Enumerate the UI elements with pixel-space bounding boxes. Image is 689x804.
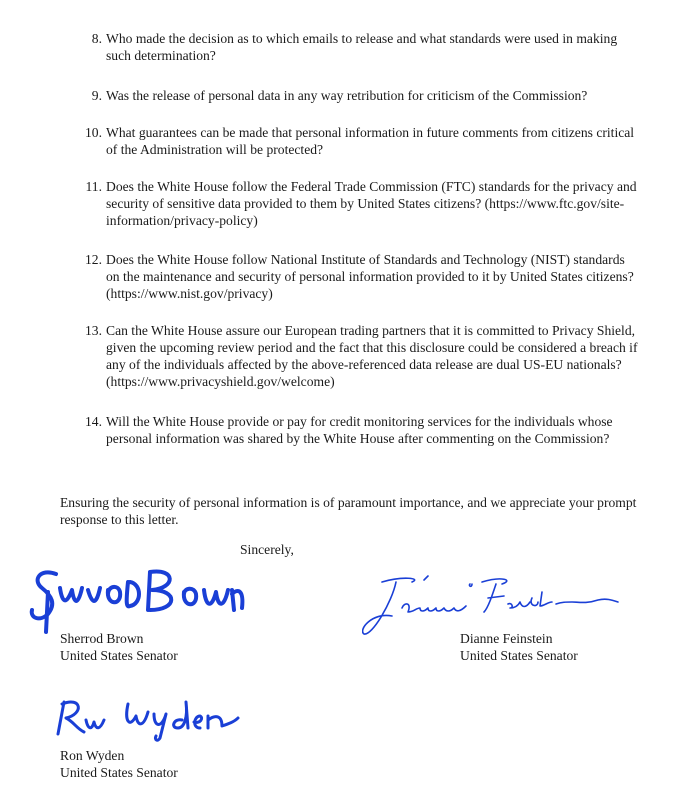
question-number: 14. [85, 414, 102, 429]
question-number: 11. [85, 179, 102, 194]
question-text: Was the release of personal data in any way retribution for criticism of the Commission? [106, 88, 588, 103]
signer-title: United States Senator [460, 648, 578, 663]
question-text: Does the White House follow the Federal Trade Commission (FTC) standards for the privacy and security of sensitive data provided to them by United States citizens? (https://www.ftc.gov/site-information/privacy-policy) [106, 179, 637, 228]
closing-paragraph: Ensuring the security of personal information is of paramount importance, and we appreciate your prompt response to this letter. [60, 495, 637, 527]
question-text: Does the White House follow National Institute of Standards and Technology (NIST) standards on the maintenance and security of personal information provided to it by United States citizens? (https://www.nist.gov/privacy) [106, 252, 634, 301]
signer-block-dianne-feinstein [460, 630, 578, 664]
signer-block-ron-wyden [60, 747, 178, 781]
question-text: Can the White House assure our European trading partners that it is committed to Privacy Shield, given the upcoming review period and the fact that this disclosure could be considered a breach if any of the individuals affected by the above-referenced data release are dual US-EU nationals? (https://www.privacyshield.gov/welcome) [106, 323, 638, 389]
question-number: 10. [85, 125, 102, 140]
question-10 [60, 124, 640, 158]
question-text: Who made the decision as to which emails to release and what standards were used in making such determination? [106, 31, 618, 63]
question-number: 13. [85, 323, 102, 338]
question-12 [60, 251, 640, 302]
signer-title: United States Senator [60, 648, 178, 663]
question-number: 8. [91, 31, 102, 46]
signer-name: Ron Wyden [60, 748, 125, 763]
signer-block-sherrod-brown [60, 630, 178, 664]
question-11 [60, 178, 640, 229]
signature-sherrod-brown [26, 562, 246, 638]
signer-name: Sherrod Brown [60, 631, 144, 646]
question-13 [60, 322, 640, 390]
sincerely-closing: Sincerely, [240, 542, 294, 557]
question-9 [60, 87, 640, 104]
question-8 [60, 30, 640, 64]
question-number: 12. [85, 252, 102, 267]
question-14 [60, 413, 640, 447]
signer-name: Dianne Feinstein [460, 631, 553, 646]
signature-ron-wyden [52, 694, 242, 742]
question-text: Will the White House provide or pay for credit monitoring services for the individuals whose personal information was shared by the White House after commenting on the Commission? [106, 414, 613, 446]
question-text: What guarantees can be made that personal information in future comments from citizens critical of the Administration will be protected? [106, 125, 635, 157]
question-number: 9. [91, 88, 102, 103]
signer-title: United States Senator [60, 765, 178, 780]
